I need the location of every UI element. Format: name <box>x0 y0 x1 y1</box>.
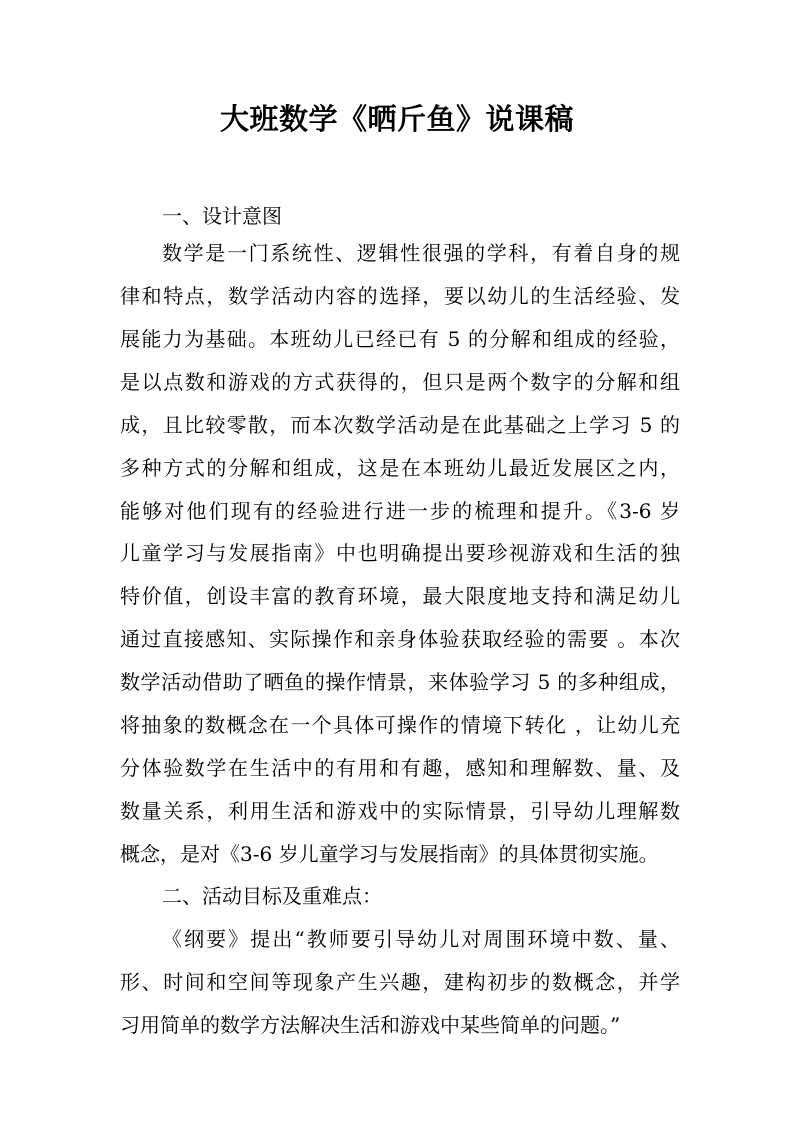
paragraph-line: 律和特点，数学活动内容的选择，要以幼儿的生活经验、发 <box>120 284 680 308</box>
paragraph-line: 《纲要》提出“教师要引导幼儿对周围环境中数、量、 <box>162 927 680 951</box>
document-title: 大班数学《晒斤鱼》说课稿 <box>219 102 574 136</box>
paragraph-line: 特价值，创设丰富的教育环境，最大限度地支持和满足幼儿 <box>120 584 680 608</box>
paragraph-line: 数学活动借助了晒鱼的操作情景，来体验学习 5 的多种组成， <box>120 670 680 694</box>
paragraph-line: 成，且比较零散，而本次数学活动是在此基础之上学习 5 的 <box>120 413 680 437</box>
paragraph-line: 通过直接感知、实际操作和亲身体验获取经验的需要 。本次 <box>120 627 680 651</box>
paragraph-line: 将抽象的数概念在一个具体可操作的情境下转化 ，让幼儿充 <box>120 713 680 737</box>
paragraph-line: 习用简单的数学方法解决生活和游戏中某些简单的问题。” <box>120 1013 621 1037</box>
paragraph-line: 数量关系，利用生活和游戏中的实际情景，引导幼儿理解数 <box>120 799 680 823</box>
section-heading-objectives: 二、活动目标及重难点： <box>162 884 382 908</box>
paragraph-line: 概念，是对《3-6 岁儿童学习与发展指南》的具体贯彻实施。 <box>120 842 659 866</box>
paragraph-line: 多种方式的分解和组成，这是在本班幼儿最近发展区之内， <box>120 456 680 480</box>
paragraph-line: 分体验数学在生活中的有用和有趣，感知和理解数、量、及 <box>120 756 680 780</box>
paragraph-line: 展能力为基础。本班幼儿已经已有 5 的分解和组成的经验， <box>120 327 680 351</box>
section-heading-design-intent: 一、设计意图 <box>162 204 282 228</box>
paragraph-line: 能够对他们现有的经验进行进一步的梳理和提升。《3-6 岁 <box>120 499 680 523</box>
paragraph-line: 是以点数和游戏的方式获得的，但只是两个数字的分解和组 <box>120 370 680 394</box>
paragraph-line: 形、时间和空间等现象产生兴趣，建构初步的数概念，并学 <box>120 970 680 994</box>
paragraph-line: 数学是一门系统性、逻辑性很强的学科，有着自身的规 <box>162 241 680 265</box>
paragraph-line: 儿童学习与发展指南》中也明确提出要珍视游戏和生活的独 <box>120 541 680 565</box>
